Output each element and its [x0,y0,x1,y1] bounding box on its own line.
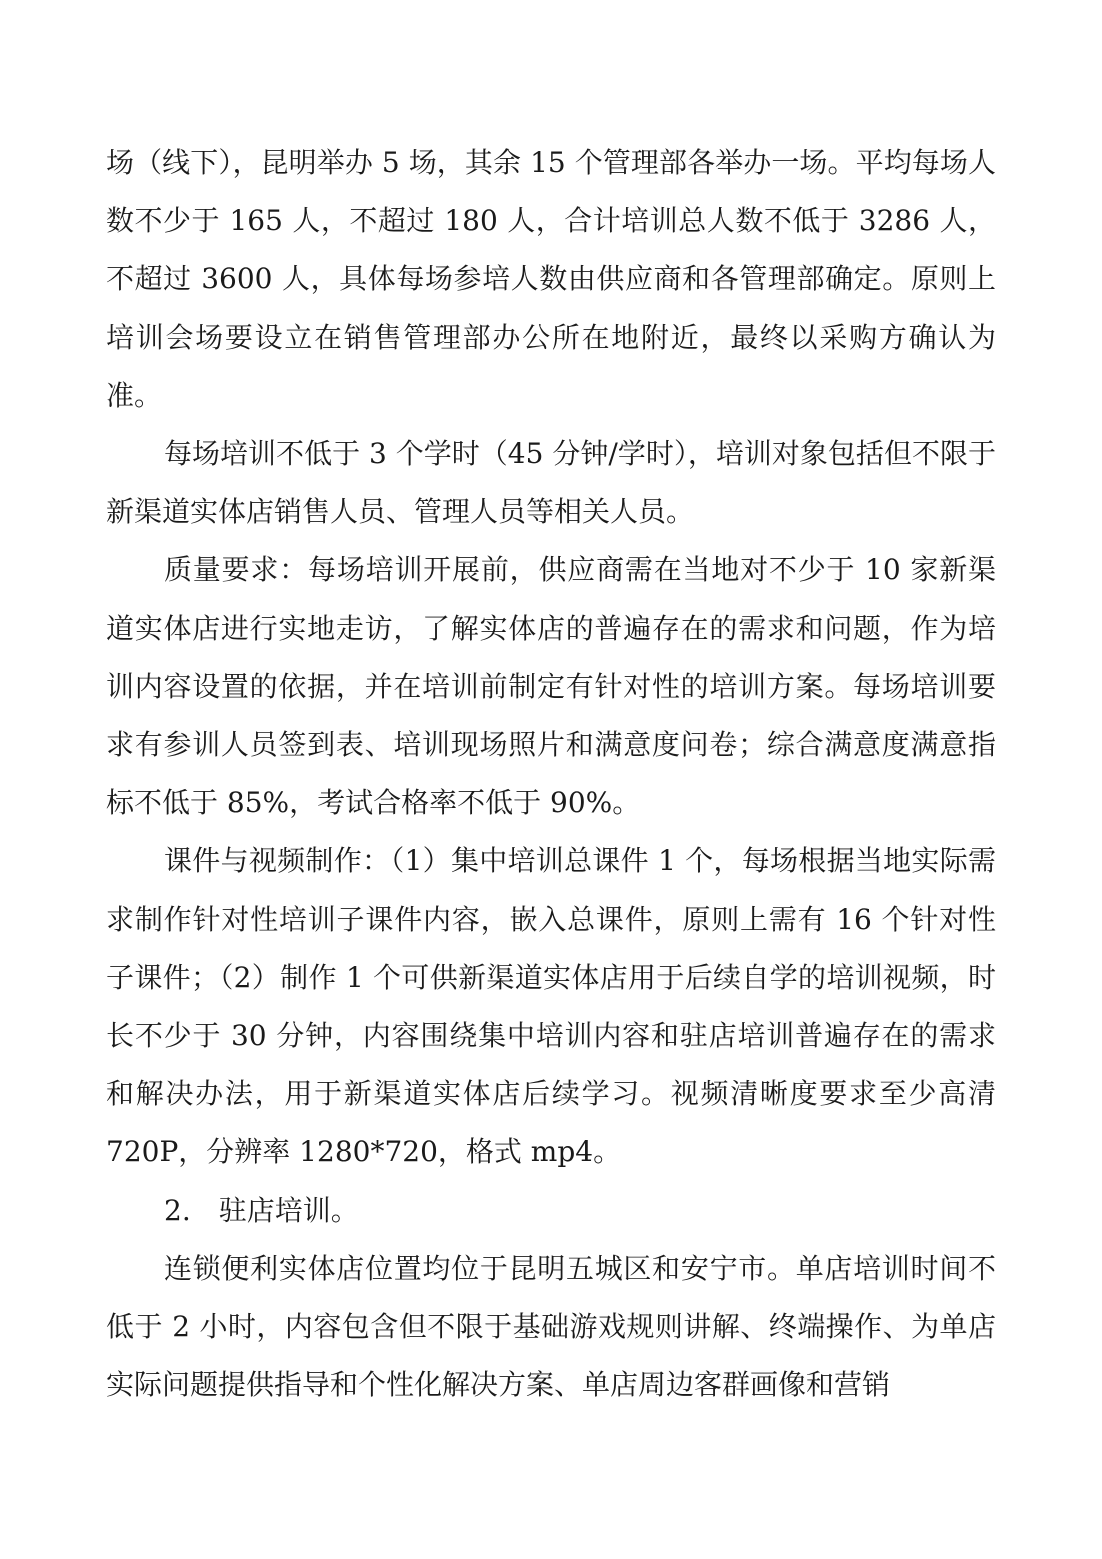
paragraph-courseware-video: 课件与视频制作：（1）集中培训总课件 1 个，每场根据当地实际需求制作针对性培训子课件内容，嵌入总课件，原则上需有 16 个针对性子课件；（2）制作 1 个可供新渠道实体店用于后续自学的培训视频，时长不少于 30 分钟，内容围绕集中培训内容和驻店培训普遍存在的需求和解决办法，用于新渠道实体店后续学习。视频清晰度要求至少高清 720P，分辨率 1280*720，格式 mp4。 [106,844,996,1169]
paragraph-training-hours: 每场培训不低于 3 个学时（45 分钟/学时），培训对象包括但不限于新渠道实体店销售人员、管理人员等相关人员。 [106,437,996,529]
paragraph-in-store-training: 连锁便利实体店位置均位于昆明五城区和安宁市。单店培训时间不低于 2 小时，内容包含但不限于基础游戏规则讲解、终端操作、为单店实际问题提供指导和个性化解决方案、单店周边客群画像和营销 [106,1251,996,1402]
document-body [106,134,996,1414]
paragraph-venue-attendance: 场（线下），昆明举办 5 场，其余 15 个管理部各举办一场。平均每场人数不少于 165 人，不超过 180 人，合计培训总人数不低于 3286 人，不超过 3600 人，具体每场参培人数由供应商和各管理部确定。原则上培训会场要设立在销售管理部办公所在地附近，最终以采购方确认为准。 [106,146,996,412]
paragraph-quality-requirements: 质量要求：每场培训开展前，供应商需在当地对不少于 10 家新渠道实体店进行实地走访，了解实体店的普遍存在的需求和问题，作为培训内容设置的依据，并在培训前制定有针对性的培训方案。每场培训要求有参训人员签到表、培训现场照片和满意度问卷；综合满意度满意指标不低于 85%，考试合格率不低于 90%。 [106,553,996,820]
section-heading-in-store-training: 2. 驻店培训。 [164,1193,359,1227]
